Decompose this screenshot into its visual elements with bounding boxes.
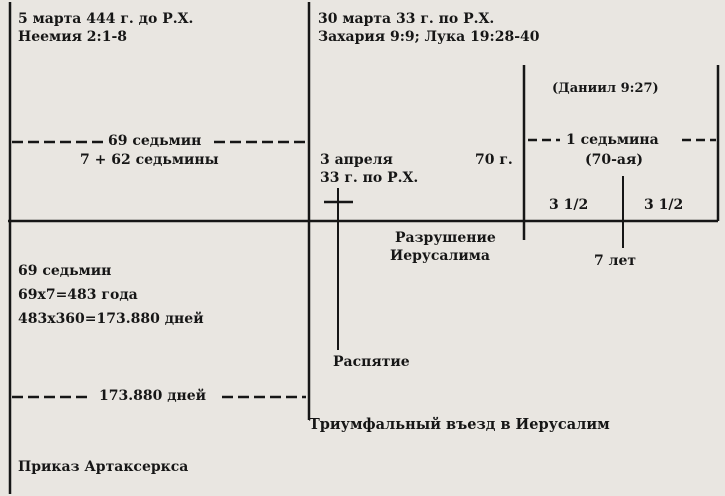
triumph-reference: Захария 9:9; Лука 19:28-40 [318,29,540,45]
start-date: 5 марта 444 г. до Р.Х. [18,11,194,27]
crucifixion-date-line1: 3 апреля [320,152,393,168]
destruction-line2: Иерусалима [390,248,490,264]
span-lower-label: 173.880 дней [99,388,207,404]
seventieth-label: 1 седьмина [566,132,659,148]
half-week-left: 3 1/2 [549,197,589,213]
start-reference: Неемия 2:1-8 [18,29,128,45]
triumph-date: 30 марта 33 г. по Р.Х. [318,11,495,27]
start-caption: Приказ Артаксеркса [18,459,189,475]
triumph-caption: Триумфальный въезд в Иерусалим [309,416,610,433]
calc-line3: 483х360=173.880 дней [18,311,204,327]
crucifixion-caption: Распятие [333,354,410,370]
destruction-line1: Разрушение [395,230,496,246]
half-week-right: 3 1/2 [644,197,684,213]
calc-line1: 69 седьмин [18,263,112,279]
crucifixion-date-line2: 33 г. по Р.Х. [320,170,419,186]
span-upper-label: 69 седьмин [108,133,202,149]
seventieth-sub: (70-ая) [585,152,643,168]
calc-line2: 69х7=483 года [18,287,138,303]
seventieth-total: 7 лет [594,253,637,269]
seventieth-reference: (Даниил 9:27) [552,81,659,96]
span-upper-detail: 7 + 62 седьмины [80,152,219,168]
destruction-year: 70 г. [475,152,513,168]
